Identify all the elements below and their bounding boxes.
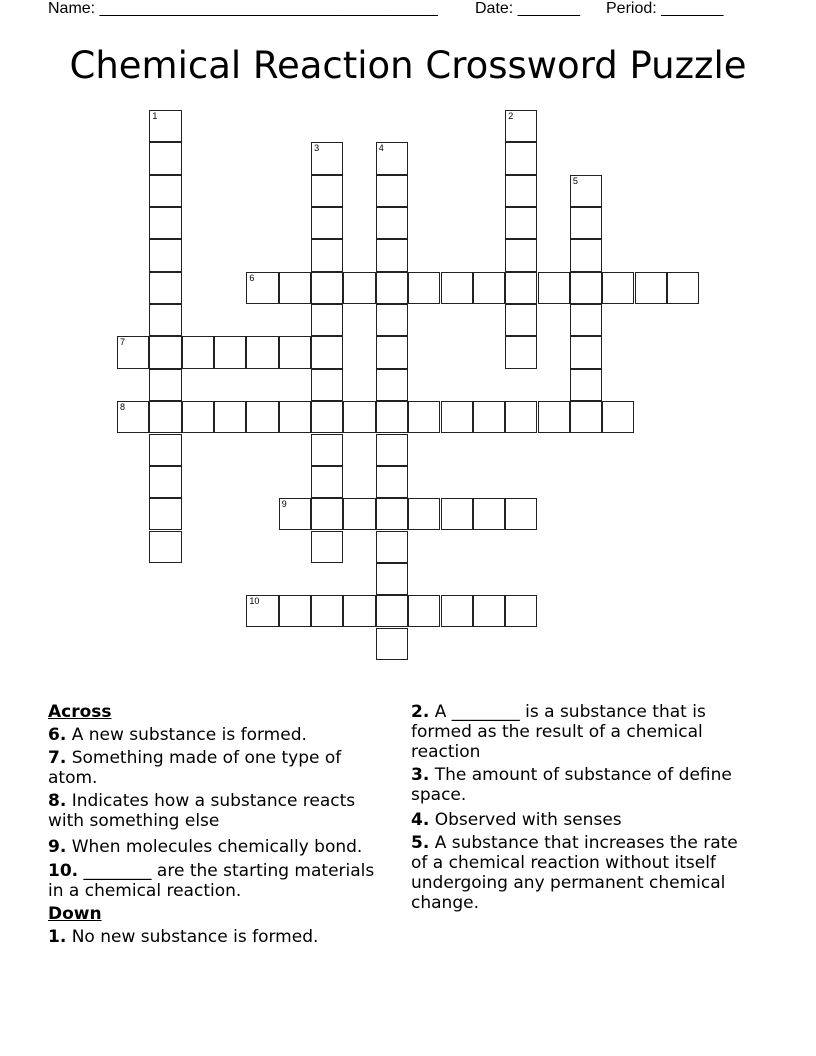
- crossword-cell[interactable]: [311, 272, 343, 304]
- crossword-cell[interactable]: [376, 466, 408, 498]
- crossword-cell[interactable]: [149, 304, 181, 336]
- crossword-cell[interactable]: [279, 272, 311, 304]
- crossword-cell[interactable]: [311, 466, 343, 498]
- crossword-cell[interactable]: [376, 304, 408, 336]
- clues-right-column: [411, 702, 751, 916]
- crossword-cell[interactable]: [376, 272, 408, 304]
- crossword-cell[interactable]: [376, 175, 408, 207]
- crossword-cell[interactable]: [149, 466, 181, 498]
- clue-down-1: 1. No new substance is formed.: [48, 927, 319, 947]
- crossword-cell[interactable]: [149, 110, 181, 142]
- clue-number: 9: [281, 499, 287, 510]
- crossword-cell[interactable]: [246, 595, 278, 627]
- crossword-cell[interactable]: [311, 239, 343, 271]
- clue-number: 1: [152, 111, 158, 121]
- crossword-cell[interactable]: [408, 272, 440, 304]
- crossword-cell[interactable]: [570, 401, 602, 433]
- crossword-cell[interactable]: [602, 272, 634, 304]
- crossword-cell[interactable]: [149, 175, 181, 207]
- crossword-cell[interactable]: [182, 336, 214, 368]
- clue-across-10: 10. ________ are the starting materials in a chemical reaction.: [48, 861, 375, 901]
- crossword-cell[interactable]: [505, 498, 537, 530]
- crossword-cell[interactable]: [473, 272, 505, 304]
- crossword-cell[interactable]: [246, 336, 278, 368]
- crossword-cell[interactable]: [149, 272, 181, 304]
- crossword-cell[interactable]: [570, 369, 602, 401]
- crossword-cell[interactable]: [376, 336, 408, 368]
- crossword-cell[interactable]: [570, 304, 602, 336]
- clue-across-9: 9. When molecules chemically bond.: [48, 837, 363, 857]
- name-field[interactable]: Name: ______________________________________: [48, 0, 438, 17]
- clue-across-6: 6. A new substance is formed.: [48, 725, 307, 745]
- crossword-cell[interactable]: [214, 336, 246, 368]
- page-title: Chemical Reaction Crossword Puzzle: [69, 44, 747, 87]
- crossword-cell[interactable]: [246, 401, 278, 433]
- crossword-cell[interactable]: [602, 401, 634, 433]
- crossword-cell[interactable]: [149, 498, 181, 530]
- clue-number: 6: [249, 272, 255, 283]
- crossword-cell[interactable]: [505, 142, 537, 174]
- clue-number: 3: [314, 143, 320, 154]
- crossword-cell[interactable]: [311, 369, 343, 401]
- crossword-cell[interactable]: [311, 401, 343, 433]
- crossword-cell[interactable]: [635, 272, 667, 304]
- crossword-cell[interactable]: [538, 401, 570, 433]
- crossword-cell[interactable]: [505, 207, 537, 239]
- clues-left-column: [48, 702, 393, 950]
- crossword-cell[interactable]: [343, 401, 375, 433]
- crossword-cell[interactable]: [311, 175, 343, 207]
- crossword-cell[interactable]: [441, 401, 473, 433]
- crossword-cell[interactable]: [376, 142, 408, 174]
- crossword-cell[interactable]: [505, 304, 537, 336]
- down-heading: Down: [48, 904, 102, 924]
- crossword-cell[interactable]: [311, 595, 343, 627]
- crossword-cell[interactable]: [570, 207, 602, 239]
- crossword-cell[interactable]: [376, 239, 408, 271]
- crossword-cell[interactable]: [570, 239, 602, 271]
- clue-number: 8: [120, 402, 126, 413]
- date-field[interactable]: Date: _______: [475, 0, 580, 17]
- crossword-cell[interactable]: [538, 272, 570, 304]
- crossword-cell[interactable]: [376, 434, 408, 466]
- crossword-cell[interactable]: [570, 175, 602, 207]
- crossword-cell[interactable]: [149, 401, 181, 433]
- crossword-cell[interactable]: [376, 369, 408, 401]
- crossword-cell[interactable]: [441, 498, 473, 530]
- crossword-cell[interactable]: [441, 272, 473, 304]
- crossword-cell[interactable]: [376, 595, 408, 627]
- clue-number: 7: [120, 337, 126, 348]
- crossword-cell[interactable]: [505, 239, 537, 271]
- crossword-cell[interactable]: [149, 142, 181, 174]
- crossword-cell[interactable]: [311, 434, 343, 466]
- crossword-cell[interactable]: [149, 207, 181, 239]
- clue-down-3: 3. The amount of substance of define space.: [411, 765, 732, 805]
- crossword-cell[interactable]: [149, 336, 181, 368]
- clue-down-2: 2. A ________ is a substance that is formed as the result of a chemical reaction: [411, 702, 706, 762]
- crossword-cell[interactable]: [473, 498, 505, 530]
- crossword-cell[interactable]: [311, 207, 343, 239]
- crossword-cell[interactable]: [570, 272, 602, 304]
- clue-down-5: 5. A substance that increases the rate of a chemical reaction without itself undergoing any permanent chemical change.: [411, 833, 738, 913]
- crossword-cell[interactable]: [279, 336, 311, 368]
- crossword-cell[interactable]: [279, 401, 311, 433]
- crossword-cell[interactable]: [376, 531, 408, 563]
- crossword-cell[interactable]: [473, 401, 505, 433]
- clue-number: 4: [378, 143, 384, 154]
- crossword-cell[interactable]: [279, 498, 311, 530]
- crossword-cell[interactable]: [117, 401, 149, 433]
- crossword-cell[interactable]: [343, 272, 375, 304]
- clue-number: 2: [508, 111, 514, 121]
- crossword-cell[interactable]: [182, 401, 214, 433]
- crossword-cell[interactable]: [570, 336, 602, 368]
- crossword-cell[interactable]: [149, 434, 181, 466]
- crossword-cell[interactable]: [149, 239, 181, 271]
- crossword-cell[interactable]: [667, 272, 699, 304]
- crossword-cell[interactable]: [505, 175, 537, 207]
- clue-across-8: 8. Indicates how a substance reacts with something else: [48, 791, 356, 831]
- crossword-cell[interactable]: [376, 207, 408, 239]
- crossword-cell[interactable]: [311, 304, 343, 336]
- crossword-cell[interactable]: [408, 595, 440, 627]
- crossword-cell[interactable]: [505, 272, 537, 304]
- crossword-cell[interactable]: [343, 498, 375, 530]
- crossword-cell[interactable]: [505, 336, 537, 368]
- crossword-cell[interactable]: [376, 401, 408, 433]
- crossword-cell[interactable]: [376, 563, 408, 595]
- crossword-cell[interactable]: [343, 595, 375, 627]
- crossword-cell[interactable]: [376, 498, 408, 530]
- crossword-cell[interactable]: [117, 336, 149, 368]
- crossword-cell[interactable]: [376, 628, 408, 660]
- crossword-cell[interactable]: [311, 142, 343, 174]
- crossword-cell[interactable]: [505, 595, 537, 627]
- crossword-cell[interactable]: [311, 498, 343, 530]
- clue-across-7: 7. Something made of one type of atom.: [48, 748, 342, 788]
- crossword-cell[interactable]: [214, 401, 246, 433]
- across-heading: Across: [48, 702, 112, 722]
- crossword-cell[interactable]: [505, 110, 537, 142]
- crossword-cell[interactable]: [279, 595, 311, 627]
- period-field[interactable]: Period: _______: [606, 0, 724, 17]
- clue-number: 10: [249, 596, 260, 607]
- crossword-cell[interactable]: [473, 595, 505, 627]
- crossword-cell[interactable]: [149, 531, 181, 563]
- crossword-cell[interactable]: [246, 272, 278, 304]
- crossword-cell[interactable]: [311, 336, 343, 368]
- clue-down-4: 4. Observed with senses: [411, 810, 622, 830]
- crossword-cell[interactable]: [441, 595, 473, 627]
- clue-number: 5: [572, 175, 578, 186]
- crossword-cell[interactable]: [311, 531, 343, 563]
- crossword-cell[interactable]: [408, 498, 440, 530]
- crossword-cell[interactable]: [408, 401, 440, 433]
- crossword-cell[interactable]: [149, 369, 181, 401]
- crossword-cell[interactable]: [505, 401, 537, 433]
